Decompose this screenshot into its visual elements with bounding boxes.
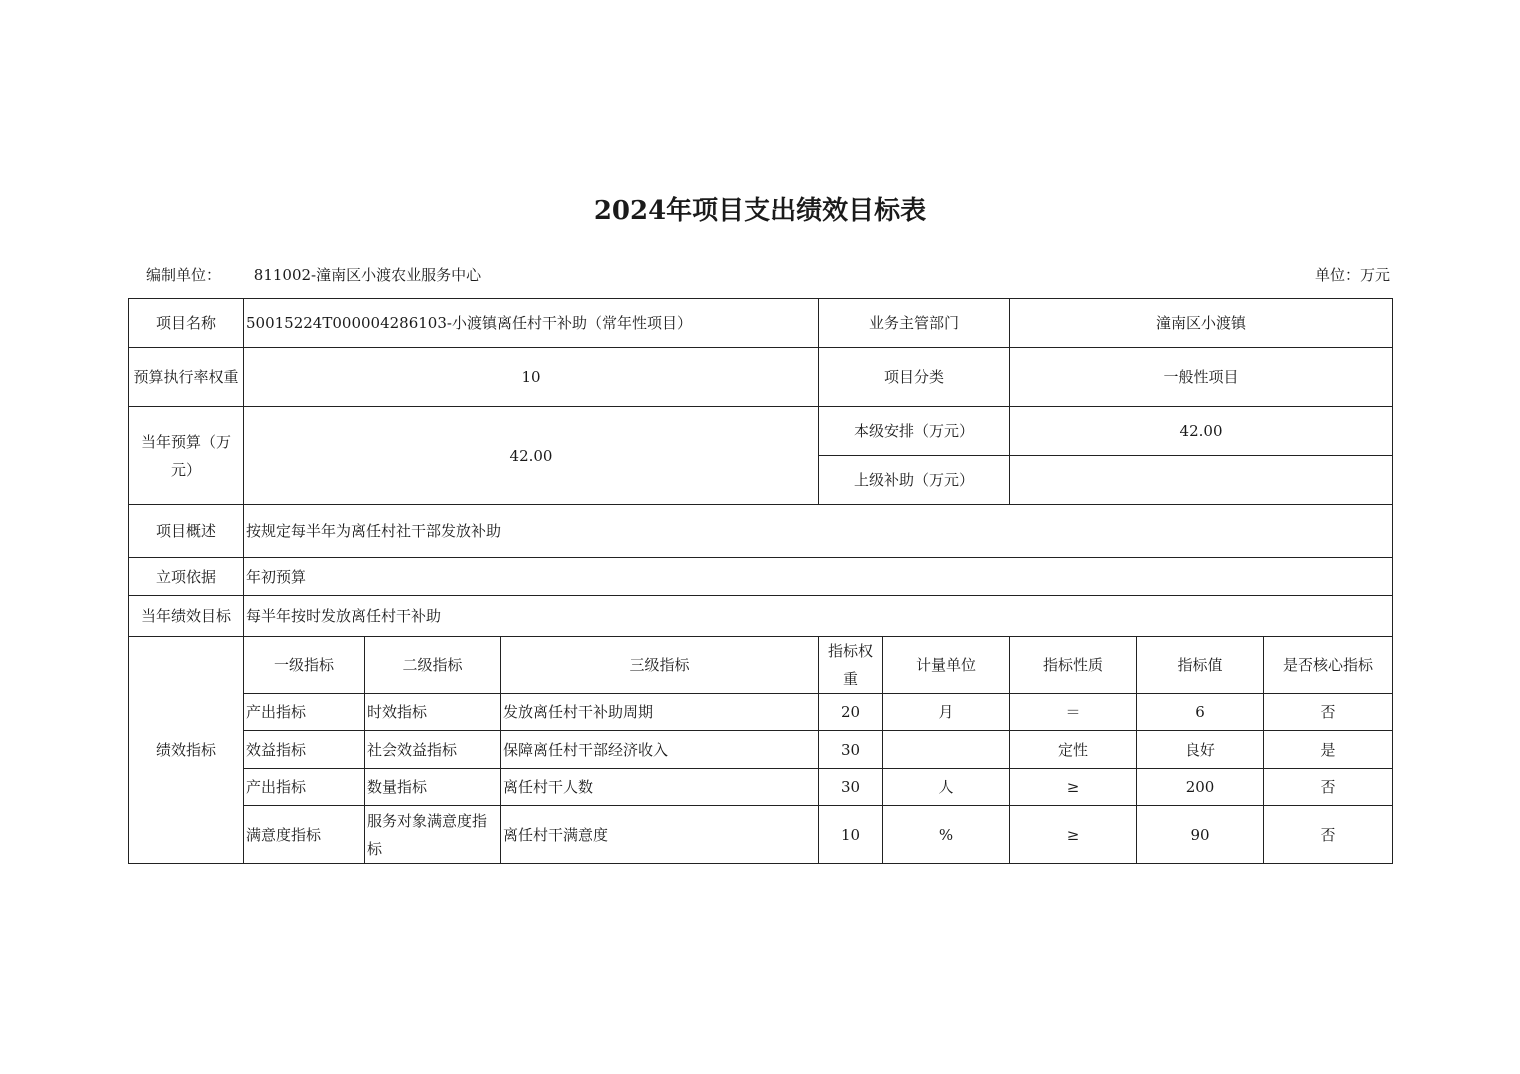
performance-table [128, 298, 1393, 864]
cell-core: 否 [1264, 806, 1393, 864]
cell-core: 否 [1264, 694, 1393, 731]
cell-core: 否 [1264, 769, 1393, 806]
compiling-unit [146, 264, 481, 285]
cell-nature: 定性 [1010, 731, 1137, 769]
row-overview [129, 505, 1393, 558]
table-row [129, 694, 1393, 731]
cell-level2: 数量指标 [365, 769, 501, 806]
cell-level1: 产出指标 [244, 694, 365, 731]
cell-level2: 时效指标 [365, 694, 501, 731]
header-level3: 三级指标 [501, 637, 819, 694]
header-level2: 二级指标 [365, 637, 501, 694]
cell-nature: ＝ [1010, 694, 1137, 731]
overview-label: 项目概述 [129, 505, 244, 558]
cell-level3: 保障离任村干部经济收入 [501, 731, 819, 769]
header-value: 指标值 [1137, 637, 1264, 694]
cell-level3: 离任村干满意度 [501, 806, 819, 864]
category-label: 项目分类 [819, 348, 1010, 407]
row-budget-local [129, 407, 1393, 456]
goal-value: 每半年按时发放离任村干补助 [244, 596, 1393, 637]
cell-level1: 效益指标 [244, 731, 365, 769]
compiling-unit-label: 编制单位： [146, 266, 222, 284]
local-label: 本级安排（万元） [819, 407, 1010, 456]
cell-level3: 离任村干人数 [501, 769, 819, 806]
goal-label: 当年绩效目标 [129, 596, 244, 637]
indicators-section-label: 绩效指标 [129, 637, 244, 864]
rate-weight-label: 预算执行率权重 [129, 348, 244, 407]
upper-label: 上级补助（万元） [819, 456, 1010, 505]
header-unit: 计量单位 [883, 637, 1010, 694]
row-goal [129, 596, 1393, 637]
cell-value: 良好 [1137, 731, 1264, 769]
cell-weight: 10 [819, 806, 883, 864]
dept-value: 潼南区小渡镇 [1010, 299, 1393, 348]
cell-value: 200 [1137, 769, 1264, 806]
compiling-unit-value: 811002-潼南区小渡农业服务中心 [253, 266, 482, 284]
table-row [129, 731, 1393, 769]
cell-unit: % [883, 806, 1010, 864]
cell-unit [883, 731, 1010, 769]
cell-nature: ≥ [1010, 806, 1137, 864]
page-title: 2024年项目支出绩效目标表 [593, 196, 927, 226]
basis-value: 年初预算 [244, 558, 1393, 596]
dept-label: 业务主管部门 [819, 299, 1010, 348]
cell-core: 是 [1264, 731, 1393, 769]
row-project-name [129, 299, 1393, 348]
basis-label: 立项依据 [129, 558, 244, 596]
cell-nature: ≥ [1010, 769, 1137, 806]
cell-weight: 30 [819, 731, 883, 769]
project-name-label: 项目名称 [129, 299, 244, 348]
cell-weight: 20 [819, 694, 883, 731]
header-weight: 指标权重 [819, 637, 883, 694]
upper-value [1010, 456, 1393, 505]
cell-value: 90 [1137, 806, 1264, 864]
indicator-header-row [129, 637, 1393, 694]
cell-level3: 发放离任村干补助周期 [501, 694, 819, 731]
rate-weight-value: 10 [244, 348, 819, 407]
category-value: 一般性项目 [1010, 348, 1393, 407]
cell-level2: 服务对象满意度指标 [365, 806, 501, 864]
cell-level1: 产出指标 [244, 769, 365, 806]
cell-unit: 月 [883, 694, 1010, 731]
row-rate-weight [129, 348, 1393, 407]
table-row [129, 806, 1393, 864]
overview-value: 按规定每半年为离任村社干部发放补助 [244, 505, 1393, 558]
budget-label: 当年预算（万元） [129, 407, 244, 505]
project-name-value: 50015224T000004286103-小渡镇离任村干补助（常年性项目） [244, 299, 819, 348]
cell-value: 6 [1137, 694, 1264, 731]
header-nature: 指标性质 [1010, 637, 1137, 694]
table-row [129, 769, 1393, 806]
cell-weight: 30 [819, 769, 883, 806]
cell-unit: 人 [883, 769, 1010, 806]
header-core: 是否核心指标 [1264, 637, 1393, 694]
budget-value: 42.00 [244, 407, 819, 505]
local-value: 42.00 [1010, 407, 1393, 456]
cell-level2: 社会效益指标 [365, 731, 501, 769]
header-level1: 一级指标 [244, 637, 365, 694]
row-basis [129, 558, 1393, 596]
cell-level1: 满意度指标 [244, 806, 365, 864]
currency-unit: 单位：万元 [1314, 266, 1390, 284]
